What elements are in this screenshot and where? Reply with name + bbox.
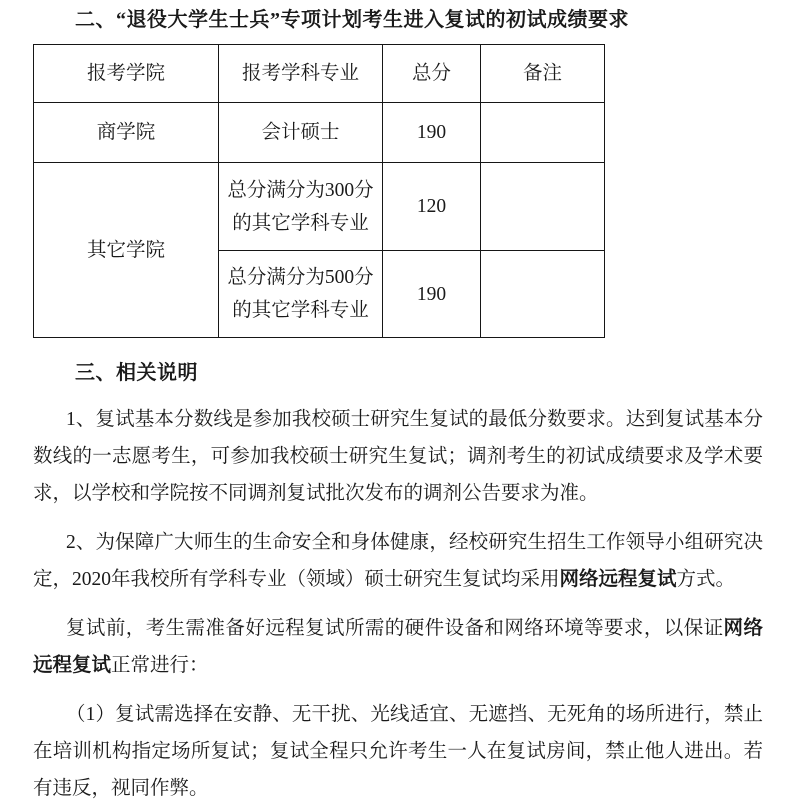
header-cell-total-score: 总分 — [383, 45, 481, 103]
text-run: 2、为保障广大师生的生命安全和身体健康，经校研究生招生工作领导小组研究决定，2020年我校所有学科专业（领域）硕士研究生复试均采用 — [33, 532, 763, 590]
table-header-row — [34, 45, 605, 103]
cell-major: 会计硕士 — [219, 103, 383, 163]
text-run: 方式。 — [676, 569, 736, 590]
cell-score: 190 — [383, 103, 481, 163]
paragraph-2 — [33, 524, 763, 598]
cell-college: 商学院 — [34, 103, 219, 163]
paragraph-3 — [33, 610, 763, 684]
text-run-bold: 网络远程复试 — [559, 569, 677, 590]
text-run: 1、复试基本分数线是参加我校硕士研究生复试的最低分数要求。达到复试基本分数线的一志愿考生，可参加我校硕士研究生复试；调剂考生的初试成绩要求及学术要求，以学校和学院按不同调剂复试批次发布的调剂公告要求为准。 — [33, 409, 763, 504]
score-requirements-table — [33, 44, 605, 338]
cell-note — [481, 103, 605, 163]
notes-body — [33, 401, 763, 807]
text-run: 正常进行： — [111, 655, 209, 676]
header-cell-note: 备注 — [481, 45, 605, 103]
cell-note — [481, 163, 605, 251]
header-cell-college: 报考学院 — [34, 45, 219, 103]
text-run: 复试前，考生需准备好远程复试所需的硬件设备和网络环境等要求，以保证 — [66, 618, 724, 639]
section-3-heading: 三、相关说明 — [75, 362, 198, 384]
table-row-business-school — [34, 103, 605, 163]
cell-score: 120 — [383, 163, 481, 251]
cell-score: 190 — [383, 251, 481, 338]
cell-major: 总分满分为500分的其它学科专业 — [219, 251, 383, 338]
paragraph-4 — [33, 696, 763, 807]
cell-college-merged: 其它学院 — [34, 163, 219, 338]
cell-note — [481, 251, 605, 338]
table-row-other-300 — [34, 163, 605, 251]
header-cell-major: 报考学科专业 — [219, 45, 383, 103]
section-2-heading: 二、“退役大学生士兵”专项计划考生进入复试的初试成绩要求 — [75, 9, 629, 31]
paragraph-1 — [33, 401, 763, 512]
text-run-bold: 网络远程复试 — [33, 618, 763, 676]
cell-major: 总分满分为300分的其它学科专业 — [219, 163, 383, 251]
text-run: （1）复试需选择在安静、无干扰、光线适宜、无遮挡、无死角的场所进行，禁止在培训机构指定场所复试；复试全程只允许考生一人在复试房间，禁止他人进出。若有违反，视同作弊。 — [33, 704, 763, 799]
